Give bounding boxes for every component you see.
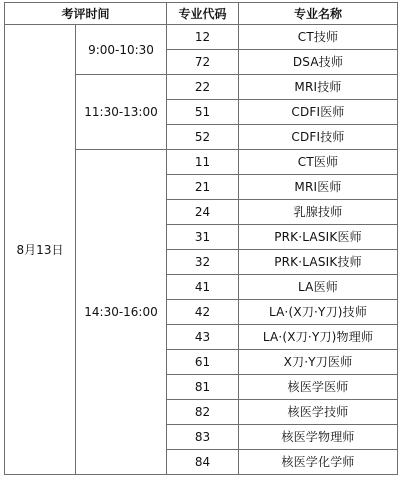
specialty-code: 21 [167, 175, 239, 200]
header-exam-time: 考评时间 [5, 3, 167, 25]
header-row [5, 3, 398, 25]
specialty-code: 83 [167, 425, 239, 450]
time-slot-3: 14:30-16:00 [76, 150, 167, 475]
specialty-name: DSA技师 [239, 50, 398, 75]
specialty-code: 82 [167, 400, 239, 425]
specialty-code: 51 [167, 100, 239, 125]
exam-date: 8月13日 [5, 25, 76, 475]
specialty-name: CDFI技师 [239, 125, 398, 150]
specialty-name: X刀·Y刀医师 [239, 350, 398, 375]
specialty-code: 42 [167, 300, 239, 325]
specialty-code: 32 [167, 250, 239, 275]
specialty-name: 乳腺技师 [239, 200, 398, 225]
specialty-code: 52 [167, 125, 239, 150]
specialty-code: 11 [167, 150, 239, 175]
specialty-code: 24 [167, 200, 239, 225]
specialty-name: LA·(X刀·Y刀)技师 [239, 300, 398, 325]
specialty-name: 核医学化学师 [239, 450, 398, 475]
header-specialty-code: 专业代码 [167, 3, 239, 25]
specialty-name: LA医师 [239, 275, 398, 300]
specialty-name: PRK·LASIK医师 [239, 225, 398, 250]
specialty-code: 22 [167, 75, 239, 100]
specialty-name: LA·(X刀·Y刀)物理师 [239, 325, 398, 350]
specialty-code: 61 [167, 350, 239, 375]
specialty-code: 72 [167, 50, 239, 75]
exam-schedule-table [4, 2, 398, 475]
specialty-name: 核医学医师 [239, 375, 398, 400]
specialty-name: CT技师 [239, 25, 398, 50]
specialty-name: CT医师 [239, 150, 398, 175]
specialty-code: 31 [167, 225, 239, 250]
specialty-name: 核医学物理师 [239, 425, 398, 450]
specialty-code: 41 [167, 275, 239, 300]
specialty-name: MRI医师 [239, 175, 398, 200]
specialty-code: 43 [167, 325, 239, 350]
specialty-name: MRI技师 [239, 75, 398, 100]
time-slot-2: 11:30-13:00 [76, 75, 167, 150]
specialty-code: 84 [167, 450, 239, 475]
table-row [5, 25, 398, 50]
time-slot-1: 9:00-10:30 [76, 25, 167, 75]
specialty-name: PRK·LASIK技师 [239, 250, 398, 275]
specialty-name: CDFI医师 [239, 100, 398, 125]
header-specialty-name: 专业名称 [239, 3, 398, 25]
specialty-code: 81 [167, 375, 239, 400]
specialty-name: 核医学技师 [239, 400, 398, 425]
specialty-code: 12 [167, 25, 239, 50]
